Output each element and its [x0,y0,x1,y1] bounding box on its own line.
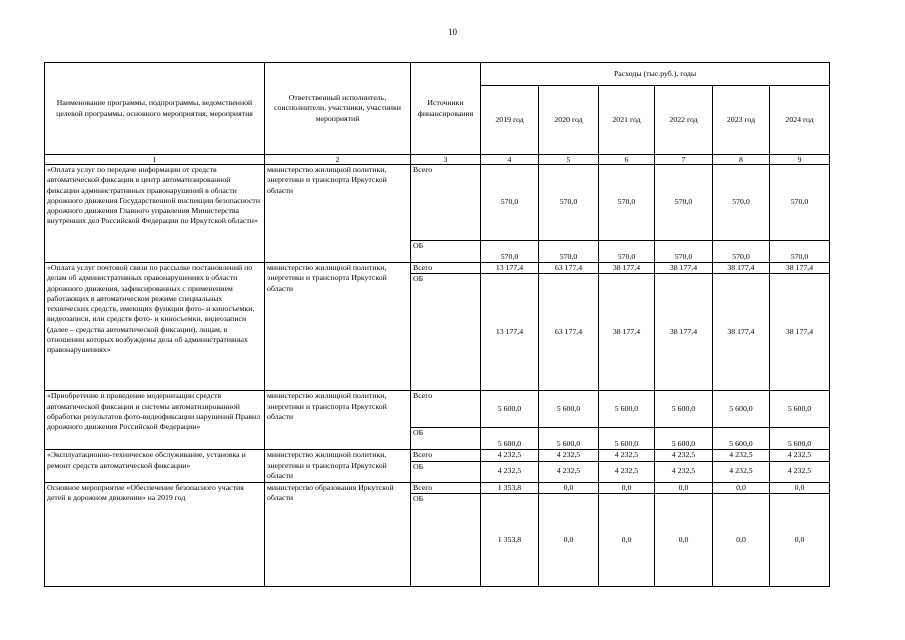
row-value: 5 600,0 [655,428,713,450]
column-number: 5 [539,155,599,165]
row-value: 1 353,8 [481,482,539,493]
row-value: 570,0 [770,241,830,263]
header-expenses: Расходы (тыс.руб.), годы [613,68,697,78]
table-row [45,482,830,493]
row-source: Всего [411,391,481,428]
column-numbers-row [45,155,830,165]
row-source: Всего [411,482,481,493]
row-value: 0,0 [770,482,830,493]
row-value: 4 232,5 [713,450,770,461]
row-executor: министерство жилищной политики, энергетики и транспорта Иркутской области [265,450,411,482]
page-number: 10 [448,27,457,37]
row-value: 63 177,4 [539,274,599,391]
row-value: 38 177,4 [599,274,655,391]
row-value: 0,0 [713,482,770,493]
row-value: 38 177,4 [713,274,770,391]
expenses-table [44,62,830,587]
header-source-cell [411,63,481,155]
row-name: «Оплата услуг почтовой связи по рассылке постановлений по делам об административных правонарушениях в области дорожного движения, зафиксированных с применением работающих в автоматическом режиме специальных технических средств, имеющих функции фото- и киносъемки, видеозаписи, или средств фото- и киносъемки, видеозаписи (далее – средства автоматической фиксации), лицам, в отношении которых возбуждены дела об административных правонарушениях» [45,263,265,391]
row-value: 38 177,4 [655,274,713,391]
table-row [45,391,830,428]
column-number: 7 [655,155,713,165]
row-value: 570,0 [539,241,599,263]
row-value: 5 600,0 [770,428,830,450]
row-executor: министерство жилищной политики, энергетики и транспорта Иркутской области [265,165,411,263]
row-value: 5 600,0 [539,428,599,450]
row-source: ОБ [411,461,481,482]
year-header: 2024 год [770,86,830,155]
row-value: 38 177,4 [770,263,830,274]
row-value: 5 600,0 [481,391,539,428]
table-row [45,450,830,461]
row-value: 5 600,0 [539,391,599,428]
column-number: 4 [481,155,539,165]
row-value: 570,0 [599,165,655,241]
row-value: 38 177,4 [599,263,655,274]
header-executor: Ответственный исполнитель, соисполнители, участники, участники мероприятий [274,93,401,123]
row-name: Основное мероприятие «Обеспечение безопасного участия детей в дорожном движении» на 2019 год [45,482,265,586]
header-name-cell [45,63,265,155]
row-value: 0,0 [599,482,655,493]
row-value: 4 232,5 [481,450,539,461]
row-value: 5 600,0 [655,391,713,428]
row-value: 5 600,0 [713,428,770,450]
header-name: Наименование программы, подпрограммы, ведомственной целевой программы, основного мероприятия, мероприятия [56,98,253,118]
row-value: 0,0 [599,493,655,586]
row-source: Всего [411,263,481,274]
row-name: «Эксплуатационно-техническое обслуживание, установка и ремонт средств автоматической фиксации» [45,450,265,482]
year-header: 2021 год [599,86,655,155]
row-value: 4 232,5 [655,461,713,482]
row-executor: министерство жилищной политики, энергетики и транспорта Иркутской области [265,391,411,450]
row-value: 13 177,4 [481,274,539,391]
column-number: 8 [713,155,770,165]
row-value: 4 232,5 [655,450,713,461]
column-number: 1 [45,155,265,165]
row-value: 570,0 [481,241,539,263]
header-source: Источники финансирования [417,98,474,118]
row-value: 0,0 [770,493,830,586]
row-value: 5 600,0 [599,391,655,428]
table-row [45,165,830,241]
row-value: 570,0 [481,165,539,241]
row-value: 5 600,0 [599,428,655,450]
row-value: 38 177,4 [655,263,713,274]
row-source: ОБ [411,428,481,450]
row-executor: министерство жилищной политики, энергетики и транспорта Иркутской области [265,263,411,391]
row-value: 63 177,4 [539,263,599,274]
row-name: «Оплата услуг по передаче информации от средств автоматической фиксации в центр автоматизированной фиксации административных правонарушений в области дорожного движения Государственной инспекции безопасности дорожного движения Главного управления Министерства внутренних дел Российской Федерации по Иркутской области» [45,165,265,263]
row-value: 13 177,4 [481,263,539,274]
row-value: 0,0 [655,493,713,586]
year-header: 2022 год [655,86,713,155]
column-number: 2 [265,155,411,165]
row-value: 5 600,0 [770,391,830,428]
row-source: ОБ [411,274,481,391]
row-value: 0,0 [539,482,599,493]
row-value: 38 177,4 [770,274,830,391]
row-value: 0,0 [713,493,770,586]
header-executor-cell [265,63,411,155]
row-value: 570,0 [713,165,770,241]
row-value: 4 232,5 [481,461,539,482]
column-number: 6 [599,155,655,165]
row-value: 4 232,5 [770,461,830,482]
row-source: ОБ [411,241,481,263]
table-row [45,263,830,274]
row-value: 0,0 [655,482,713,493]
row-source: Всего [411,165,481,241]
row-value: 5 600,0 [713,391,770,428]
row-value: 570,0 [770,165,830,241]
header-expenses-cell [481,63,830,86]
row-value: 5 600,0 [481,428,539,450]
row-value: 4 232,5 [539,461,599,482]
row-value: 570,0 [713,241,770,263]
column-number: 9 [770,155,830,165]
row-value: 4 232,5 [770,450,830,461]
row-value: 0,0 [539,493,599,586]
row-name: «Приобретение и проведение модернизации средств автоматической фиксации и системы автоматизированной обработки результатов фото-видеофиксации нарушений Правил дорожного движения Российской Федерации» [45,391,265,450]
row-value: 4 232,5 [599,461,655,482]
row-executor: министерство образования Иркутской области [265,482,411,586]
year-header: 2019 год [481,86,539,155]
row-source: Всего [411,450,481,461]
row-value: 4 232,5 [713,461,770,482]
year-header: 2023 год [713,86,770,155]
row-value: 570,0 [539,165,599,241]
column-number: 3 [411,155,481,165]
row-value: 4 232,5 [599,450,655,461]
row-value: 570,0 [655,165,713,241]
row-value: 570,0 [599,241,655,263]
row-value: 38 177,4 [713,263,770,274]
year-header: 2020 год [539,86,599,155]
row-value: 4 232,5 [539,450,599,461]
row-source: ОБ [411,493,481,586]
row-value: 1 353,8 [481,493,539,586]
row-value: 570,0 [655,241,713,263]
